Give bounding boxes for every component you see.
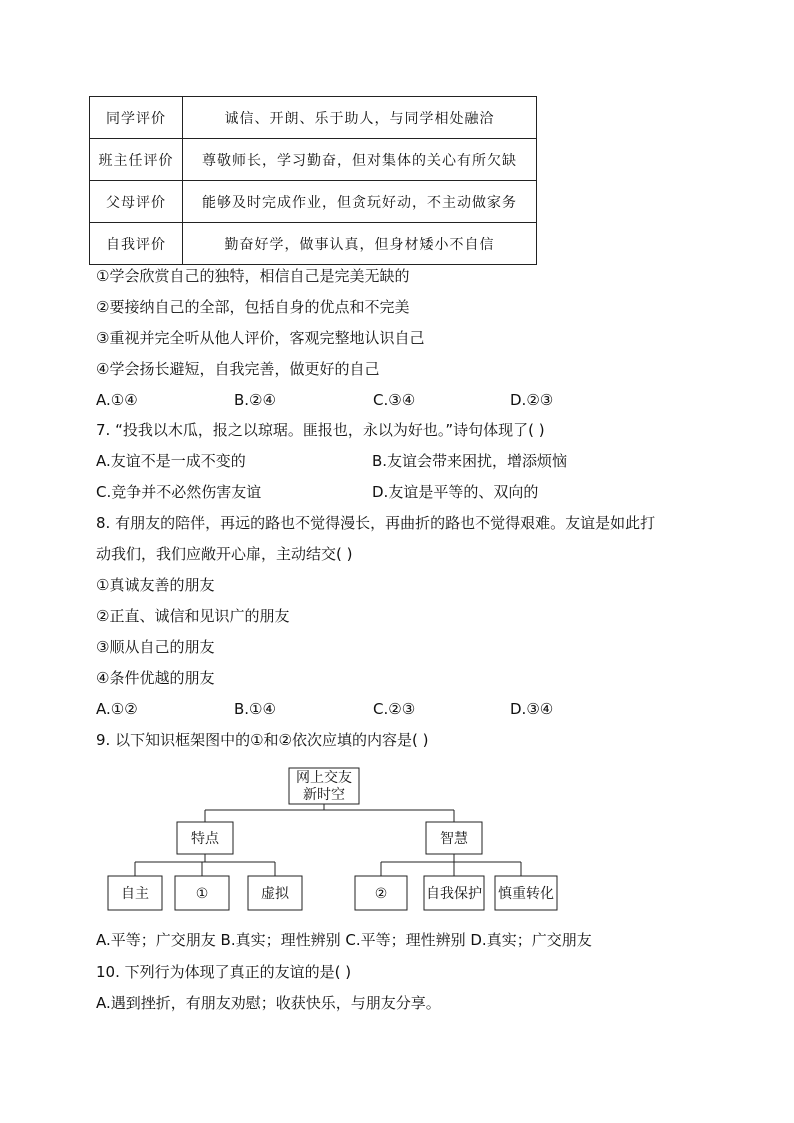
q10-stem: 10. 下列行为体现了真正的友谊的是( ) (96, 963, 352, 981)
diagram-leaf-label: 自主 (121, 886, 149, 902)
option-c[interactable]: C.③④ (373, 391, 416, 409)
evaluation-table (89, 96, 537, 265)
table-cell-text: 尊敬师长，学习勤奋，但对集体的关心有所欠缺 (183, 139, 537, 181)
option-d[interactable]: D.友谊是平等的、双向的 (372, 483, 539, 501)
table-cell-text: 诚信、开朗、乐于助人，与同学相处融洽 (183, 97, 537, 139)
diagram-leaf-label: ② (374, 886, 388, 902)
option-b[interactable]: B.①④ (234, 700, 276, 718)
q8-statement: ①真诚友善的朋友 (96, 576, 215, 594)
option-a[interactable]: A.①② (96, 700, 138, 718)
table-cell-role: 同学评价 (90, 97, 183, 139)
q10-option-a[interactable]: A.遇到挫折，有朋友劝慰；收获快乐，与朋友分享。 (96, 994, 441, 1012)
option-d[interactable]: D.③④ (510, 700, 554, 718)
table-row (90, 139, 537, 181)
q6-statement: ④学会扬长避短，自我完善，做更好的自己 (96, 360, 380, 378)
table-cell-role: 父母评价 (90, 181, 183, 223)
q6-statement: ①学会欣赏自己的独特，相信自己是完美无缺的 (96, 267, 410, 285)
diagram-leaf-label: 慎重转化 (498, 886, 554, 902)
table-cell-text: 能够及时完成作业，但贪玩好动，不主动做家务 (183, 181, 537, 223)
q8-statement: ③顺从自己的朋友 (96, 638, 215, 656)
diagram-leaf-label: 虚拟 (261, 886, 289, 902)
q8-statement: ④条件优越的朋友 (96, 669, 215, 687)
table-cell-role: 自我评价 (90, 223, 183, 265)
q8-statement: ②正直、诚信和见识广的朋友 (96, 607, 290, 625)
option-b[interactable]: B.友谊会带来困扰，增添烦恼 (372, 452, 568, 470)
option-c[interactable]: C.②③ (373, 700, 416, 718)
q8-stem-line1: 8. 有朋友的陪伴，再远的路也不觉得漫长，再曲折的路也不觉得艰难。友谊是如此打 (96, 514, 656, 532)
option-c[interactable]: C.竞争并不必然伤害友谊 (96, 483, 262, 501)
q9-options[interactable]: A.平等；广交朋友 B.真实；理性辨别 C.平等；理性辨别 D.真实；广交朋友 (96, 931, 592, 949)
option-a[interactable]: A.①④ (96, 391, 138, 409)
diagram-leaf-label: ① (195, 886, 209, 902)
diagram-right-label: 智慧 (440, 831, 468, 847)
table-row (90, 181, 537, 223)
table-row (90, 223, 537, 265)
table-cell-role: 班主任评价 (90, 139, 183, 181)
knowledge-framework-diagram (100, 762, 570, 912)
table-row (90, 97, 537, 139)
diagram-root-line2: 新时空 (303, 787, 345, 803)
diagram-leaf-label: 自我保护 (426, 886, 482, 902)
option-b[interactable]: B.②④ (234, 391, 276, 409)
q8-options (96, 699, 696, 719)
diagram-left-label: 特点 (191, 831, 219, 847)
q8-stem-line2: 动我们，我们应敞开心扉，主动结交( ) (96, 545, 353, 563)
option-a[interactable]: A.友谊不是一成不变的 (96, 452, 246, 470)
q7-stem: 7. “投我以木瓜，报之以琼琚。匪报也，永以为好也。”诗句体现了( ) (96, 421, 545, 439)
q9-stem: 9. 以下知识框架图中的①和②依次应填的内容是( ) (96, 731, 429, 749)
q7-options-row2 (96, 482, 696, 502)
table-cell-text: 勤奋好学，做事认真，但身材矮小不自信 (183, 223, 537, 265)
q6-statement: ②要接纳自己的全部，包括自身的优点和不完美 (96, 298, 410, 316)
diagram-root-line1: 网上交友 (296, 770, 352, 786)
q6-statement: ③重视并完全听从他人评价，客观完整地认识自己 (96, 329, 425, 347)
q6-options (96, 390, 696, 410)
q7-options-row1 (96, 451, 696, 471)
option-d[interactable]: D.②③ (510, 391, 554, 409)
